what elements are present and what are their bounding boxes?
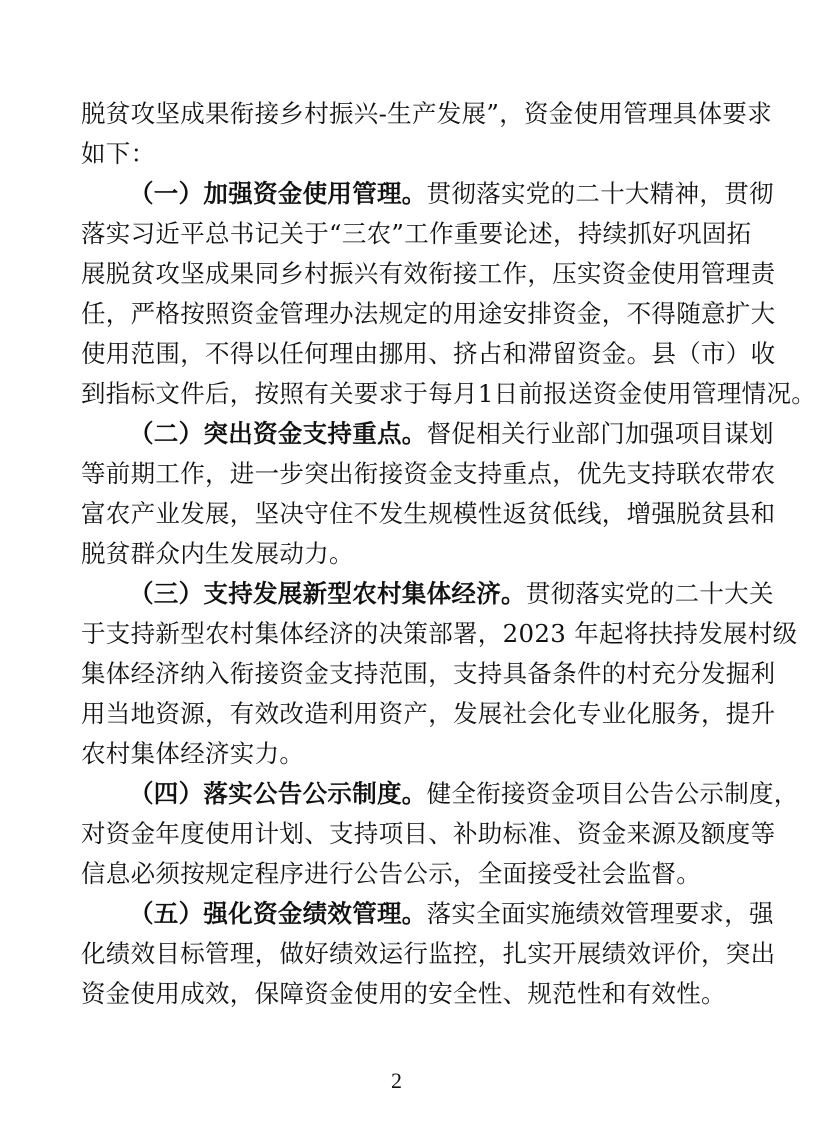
text-line: 如下：	[81, 139, 156, 168]
section-heading: （四）落实公告公示制度。	[129, 779, 427, 808]
text-line: 展脱贫攻坚成果同乡村振兴有效衔接工作，压实资金使用管理责	[81, 259, 776, 288]
text-line: 农村集体经济实力。	[81, 739, 305, 768]
text-line: 用当地资源，有效改造利用资产，发展社会化专业化服务，提升	[81, 699, 776, 728]
text-line: 对资金年度使用计划、支持项目、补助标准、资金来源及额度等	[81, 819, 776, 848]
page-number: 2	[391, 1068, 402, 1093]
section-2-line: （二）突出资金支持重点。督促相关行业部门加强项目谋划	[129, 419, 774, 448]
text-line: 任，严格按照资金管理办法规定的用途安排资金，不得随意扩大	[81, 299, 776, 328]
section-3-line: （三）支持发展新型农村集体经济。贯彻落实党的二十大关	[129, 579, 774, 608]
text-line: 落实习近平总书记关于“三农”工作重要论述，持续抓好巩固拓	[81, 219, 752, 248]
text-line: 到指标文件后，按照有关要求于每月1日前报送资金使用管理情况。	[81, 379, 816, 408]
section-heading: （三）支持发展新型农村集体经济。	[129, 579, 526, 608]
section-1-line: （一）加强资金使用管理。贯彻落实党的二十大精神，贯彻	[129, 179, 774, 208]
text-line: 于支持新型农村集体经济的决策部署，2023 年起将扶持发展村级	[81, 619, 798, 648]
section-heading: （五）强化资金绩效管理。	[129, 899, 427, 928]
section-heading: （二）突出资金支持重点。	[129, 419, 427, 448]
text-line: 化绩效目标管理，做好绩效运行监控，扎实开展绩效评价，突出	[81, 939, 776, 968]
section-5-line: （五）强化资金绩效管理。落实全面实施绩效管理要求，强	[129, 899, 774, 928]
section-heading: （一）加强资金使用管理。	[129, 179, 427, 208]
text-line: 脱贫群众内生发展动力。	[81, 539, 354, 568]
text-line: 使用范围，不得以任何理由挪用、挤占和滞留资金。县（市）收	[81, 339, 776, 368]
text-line: 等前期工作，进一步突出衔接资金支持重点，优先支持联农带农	[81, 459, 776, 488]
text-line: 富农产业发展，坚决守住不发生规模性返贫低线，增强脱贫县和	[81, 499, 776, 528]
text-line: 信息必须按规定程序进行公告公示，全面接受社会监督。	[81, 859, 701, 888]
text-line: 集体经济纳入衔接资金支持范围，支持具备条件的村充分发掘利	[81, 659, 776, 688]
text-line: 资金使用成效，保障资金使用的安全性、规范性和有效性。	[81, 979, 726, 1008]
text-line: 脱贫攻坚成果衔接乡村振兴-生产发展”，资金使用管理具体要求	[81, 99, 773, 128]
section-4-line: （四）落实公告公示制度。健全衔接资金项目公告公示制度，	[129, 779, 799, 808]
